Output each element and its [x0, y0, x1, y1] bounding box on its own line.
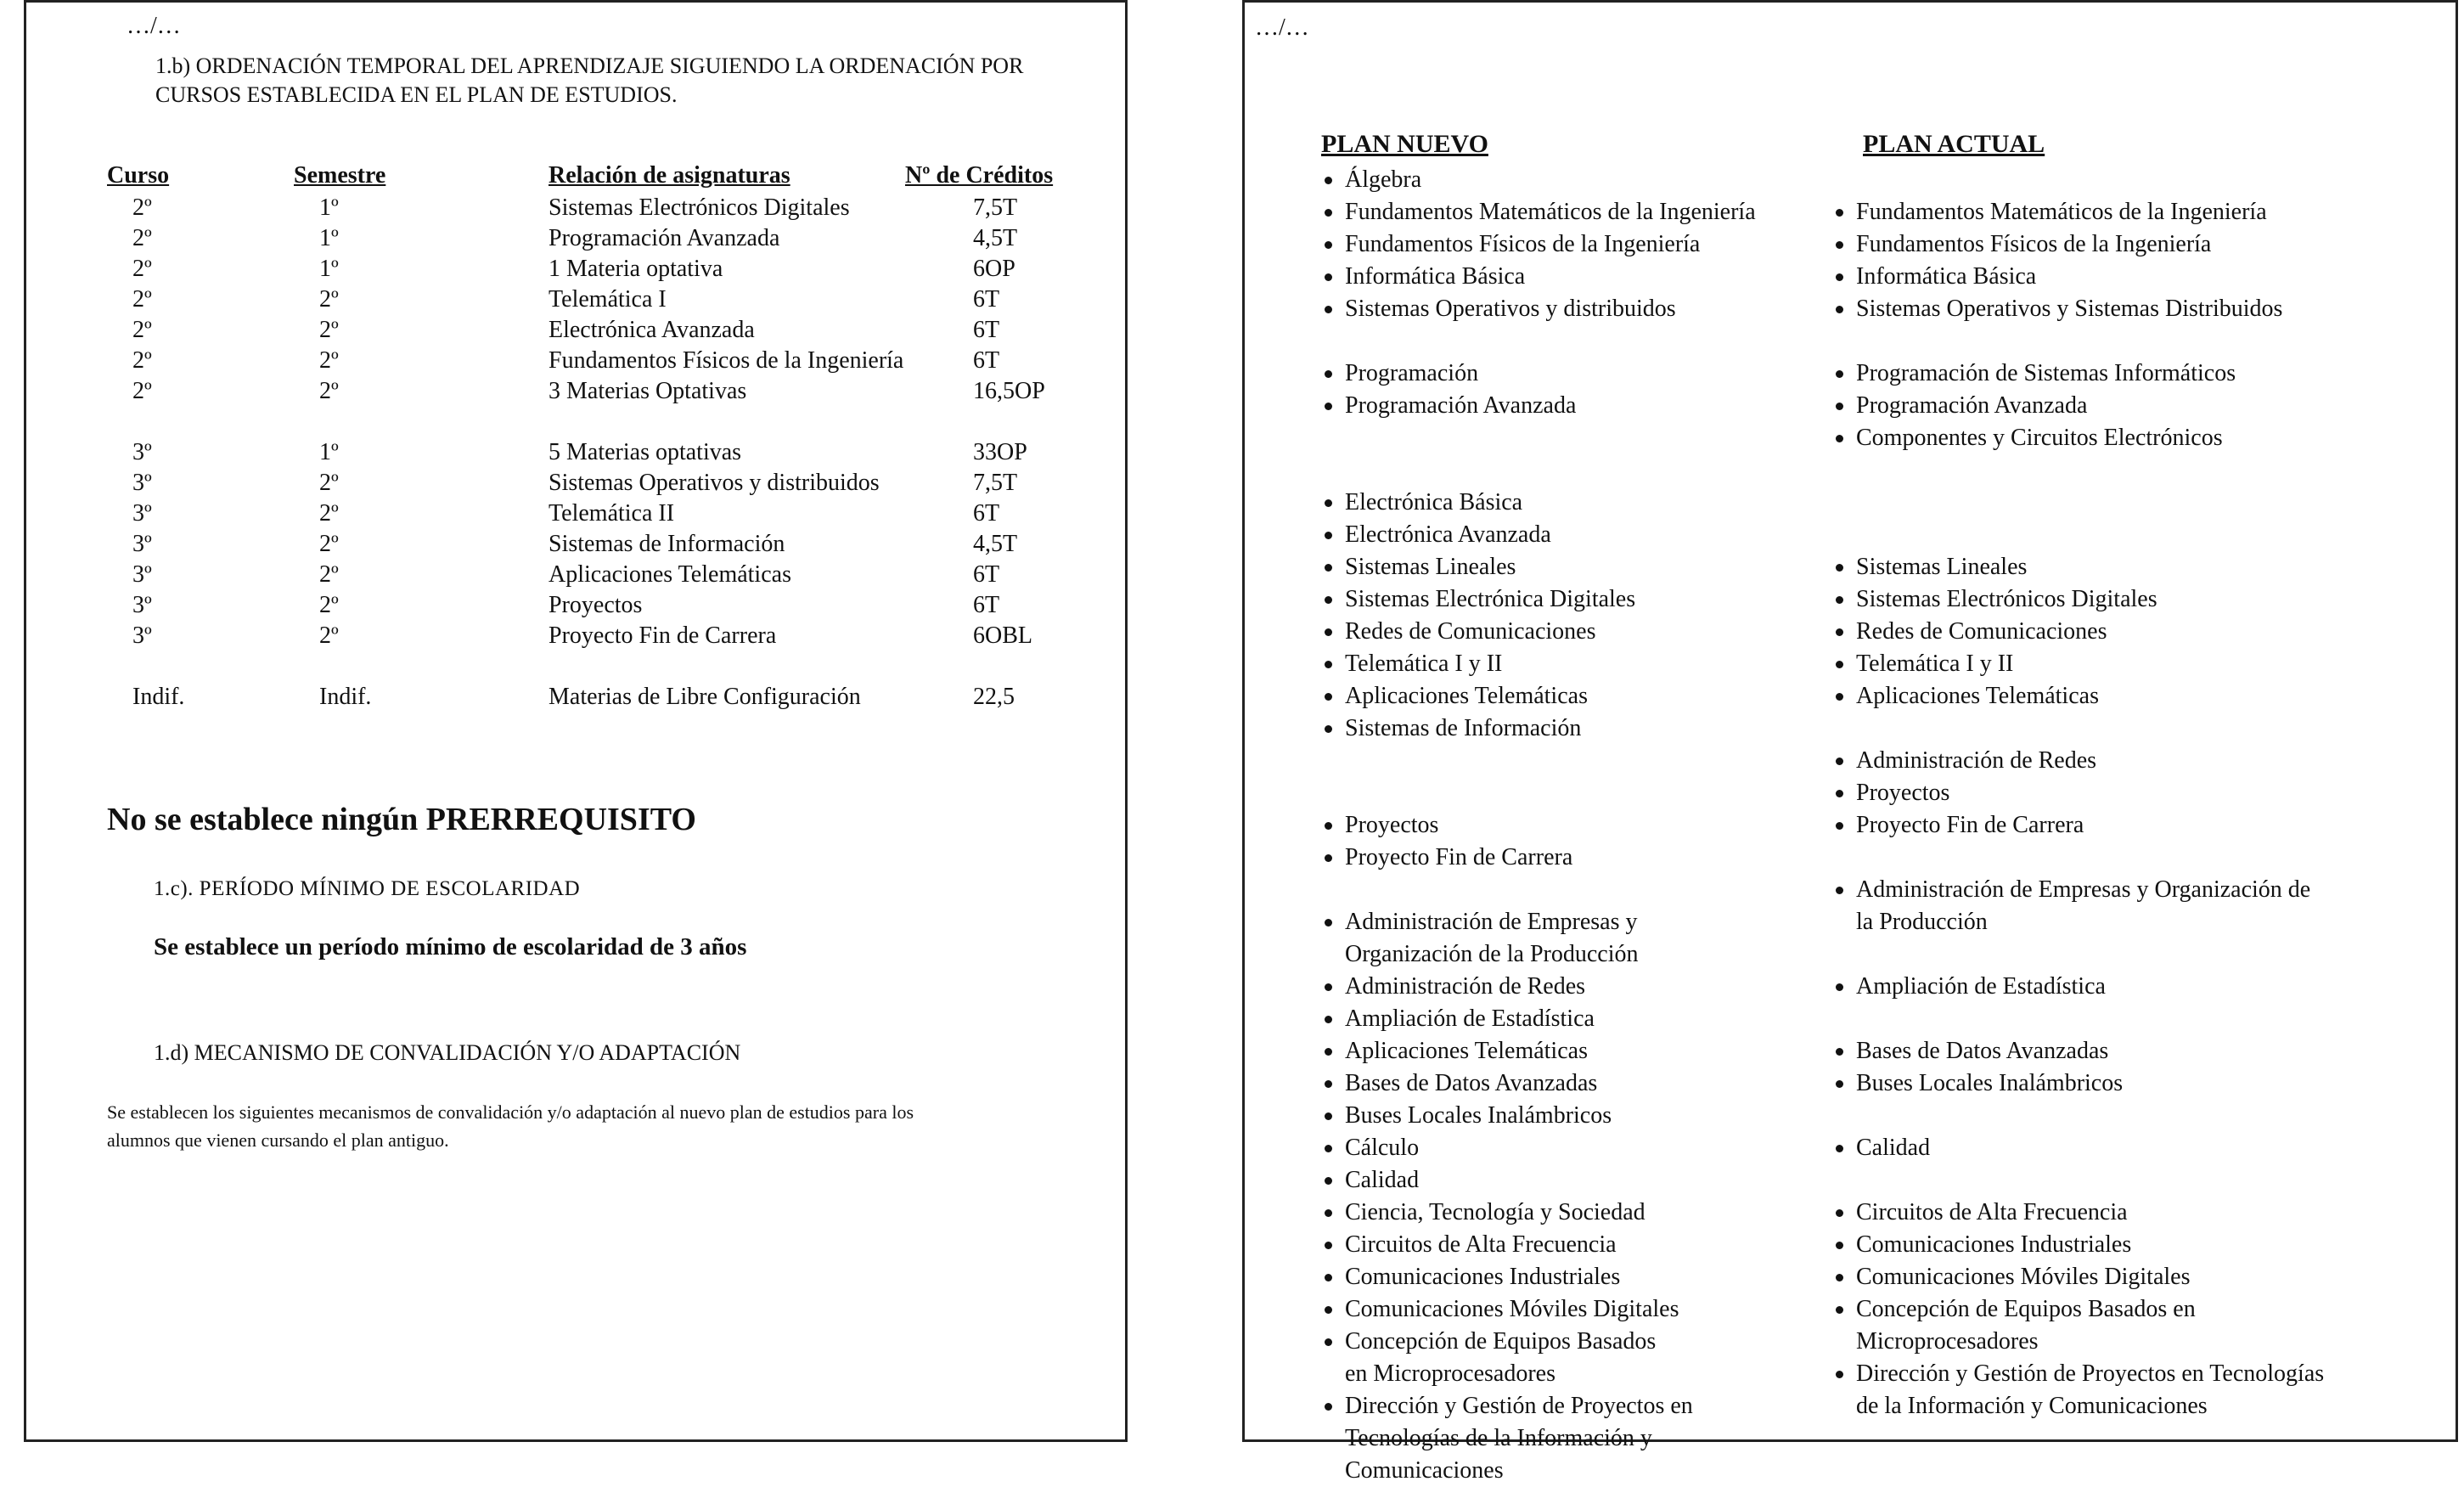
list-spacer — [1832, 842, 2324, 874]
list-item — [1321, 906, 1756, 971]
table-row — [107, 561, 1117, 592]
table-row — [107, 622, 1117, 653]
list-item — [1321, 551, 1756, 583]
list-item — [1832, 422, 2324, 454]
left-page — [24, 0, 1128, 1442]
cell-curso: 2º — [132, 256, 152, 282]
list-item — [1321, 1390, 1756, 1487]
plan-actual-title: PLAN ACTUAL — [1863, 130, 2045, 158]
cell-creditos: 7,5T — [973, 470, 1018, 496]
list-spacer — [1832, 1100, 2324, 1132]
cell-asignatura: 5 Materias optativas — [548, 439, 742, 465]
list-item-text: Sistemas Lineales — [1345, 554, 1516, 580]
bullet-icon — [1325, 1242, 1332, 1249]
bullet-icon — [1325, 822, 1332, 830]
list-item — [1832, 1358, 2324, 1422]
bullet-icon — [1325, 241, 1332, 249]
list-item-text: Álgebra — [1345, 166, 1422, 193]
bullet-icon — [1836, 758, 1843, 765]
list-item-text: Bases de Datos Avanzadas — [1345, 1070, 1598, 1096]
adaptation-paragraph — [107, 1098, 1109, 1154]
list-item-text: Programación — [1345, 360, 1479, 386]
bullet-icon — [1325, 1403, 1332, 1411]
table-row — [107, 317, 1117, 347]
list-item-text: Sistemas Electrónicos Digitales — [1856, 586, 2157, 612]
list-item-text: Proyectos — [1856, 780, 1950, 806]
cell-creditos: 6T — [973, 561, 1000, 588]
header-curso: Curso — [107, 162, 170, 189]
list-item-text: Proyectos — [1345, 812, 1439, 838]
bullet-icon — [1836, 1371, 1843, 1378]
list-spacer — [1321, 745, 1756, 777]
bullet-icon — [1836, 661, 1843, 668]
list-spacer — [1321, 454, 1756, 487]
cell-curso: 3º — [132, 592, 152, 618]
list-spacer — [1321, 777, 1756, 809]
list-item-text: Telemática I y II — [1345, 651, 1503, 677]
bullet-icon — [1836, 628, 1843, 636]
list-item — [1321, 390, 1756, 422]
minimum-period-statement: Se establece un período mínimo de escolaridad de 3 años — [154, 933, 747, 960]
cell-creditos: 16,5OP — [973, 378, 1045, 404]
list-item-text: Sistemas Operativos y distribuidos — [1345, 296, 1676, 322]
list-item — [1321, 1326, 1756, 1390]
list-item — [1832, 228, 2324, 261]
plan-nuevo-title: PLAN NUEVO — [1321, 130, 1488, 158]
list-item-text: Sistemas Electrónica Digitales — [1345, 586, 1636, 612]
list-item — [1321, 1003, 1756, 1035]
section-b-heading-line: 1.b) ORDENACIÓN TEMPORAL DEL APRENDIZAJE SIGUIENDO LA ORDENACIÓN POR — [155, 54, 1024, 78]
list-item-text: Administración de Redes — [1345, 973, 1586, 1000]
list-item — [1832, 196, 2324, 228]
cell-asignatura: Sistemas Electrónicos Digitales — [548, 194, 850, 221]
list-spacer — [1321, 325, 1756, 358]
bullet-icon — [1325, 499, 1332, 507]
list-item-text: Fundamentos Físicos de la Ingeniería — [1856, 231, 2212, 257]
cell-asignatura: 1 Materia optativa — [548, 256, 723, 282]
list-item — [1832, 551, 2324, 583]
list-item — [1832, 680, 2324, 713]
bullet-icon — [1325, 1048, 1332, 1056]
bullet-icon — [1836, 1080, 1843, 1088]
bullet-icon — [1325, 273, 1332, 281]
list-item-text: Proyecto Fin de Carrera — [1345, 844, 1573, 870]
list-item — [1321, 487, 1756, 519]
cell-semestre: 2º — [319, 531, 339, 557]
list-item — [1832, 390, 2324, 422]
cell-semestre: 2º — [319, 470, 339, 496]
courses-table — [107, 162, 1117, 714]
cell-semestre: 2º — [319, 347, 339, 374]
header-asignaturas: Relación de asignaturas — [548, 162, 790, 189]
cell-asignatura: Proyectos — [548, 592, 643, 618]
header-creditos: Nº de Créditos — [905, 162, 1054, 189]
list-item — [1832, 583, 2324, 616]
bullet-icon — [1836, 596, 1843, 604]
list-spacer — [1321, 422, 1756, 454]
cell-asignatura: Sistemas Operativos y distribuidos — [548, 470, 880, 496]
list-item-text: Bases de Datos Avanzadas — [1856, 1038, 2109, 1064]
bullet-icon — [1836, 983, 1843, 991]
cell-creditos: 22,5 — [973, 684, 1015, 710]
bullet-icon — [1325, 628, 1332, 636]
list-item-text: Aplicaciones Telemáticas — [1345, 1038, 1588, 1064]
list-item-text: Administración de Redes — [1856, 747, 2097, 774]
cell-asignatura: Electrónica Avanzada — [548, 317, 755, 343]
list-item-text: Calidad — [1345, 1167, 1420, 1193]
cell-semestre: Indif. — [319, 684, 372, 710]
list-item — [1321, 648, 1756, 680]
cell-curso: 3º — [132, 561, 152, 588]
bullet-icon — [1325, 1209, 1332, 1217]
list-item — [1321, 1197, 1756, 1229]
list-item — [1321, 1261, 1756, 1293]
list-item-text: Fundamentos Matemáticos de la Ingeniería — [1856, 199, 2267, 225]
table-spacer — [107, 653, 1117, 684]
cell-curso: 3º — [132, 622, 152, 649]
list-item-text: Informática Básica — [1345, 263, 1526, 290]
list-item-text: Ciencia, Tecnología y Sociedad — [1345, 1199, 1645, 1225]
bullet-icon — [1325, 1080, 1332, 1088]
list-item — [1321, 164, 1756, 196]
list-item — [1832, 1293, 2324, 1358]
cell-creditos: 6T — [973, 592, 1000, 618]
list-item — [1832, 745, 2324, 777]
list-item — [1321, 616, 1756, 648]
list-item-text: Aplicaciones Telemáticas — [1345, 683, 1588, 709]
bullet-icon — [1325, 532, 1332, 539]
table-row — [107, 347, 1117, 378]
bullet-icon — [1836, 370, 1843, 378]
list-spacer — [1832, 325, 2324, 358]
list-item-text: Componentes y Circuitos Electrónicos — [1856, 425, 2223, 451]
bullet-icon — [1325, 564, 1332, 572]
list-item — [1321, 680, 1756, 713]
list-item-text: Buses Locales Inalámbricos — [1345, 1102, 1612, 1129]
list-item — [1321, 1293, 1756, 1326]
cell-creditos: 7,5T — [973, 194, 1018, 221]
cell-semestre: 2º — [319, 500, 339, 527]
list-spacer — [1832, 938, 2324, 971]
plan-actual-list — [1832, 196, 2324, 1422]
list-item-text: Telemática I y II — [1856, 651, 2014, 677]
list-item-text: Electrónica Avanzada — [1345, 521, 1551, 548]
list-item — [1321, 261, 1756, 293]
cell-creditos: 33OP — [973, 439, 1027, 465]
list-item — [1832, 809, 2324, 842]
list-item — [1321, 713, 1756, 745]
list-item — [1832, 777, 2324, 809]
bullet-icon — [1836, 403, 1843, 410]
bullet-icon — [1836, 1209, 1843, 1217]
cell-asignatura: Telemática II — [548, 500, 675, 527]
cell-asignatura: Proyecto Fin de Carrera — [548, 622, 777, 649]
cell-semestre: 2º — [319, 378, 339, 404]
bullet-icon — [1836, 306, 1843, 313]
list-item — [1832, 293, 2324, 325]
bullet-icon — [1325, 1306, 1332, 1314]
bullet-icon — [1325, 1274, 1332, 1281]
cell-creditos: 6OP — [973, 256, 1015, 282]
table-row — [107, 439, 1117, 470]
list-item — [1832, 1229, 2324, 1261]
list-item-text: Cálculo — [1345, 1135, 1420, 1161]
cell-creditos: 6T — [973, 286, 1000, 313]
bullet-icon — [1325, 661, 1332, 668]
cell-creditos: 4,5T — [973, 225, 1018, 251]
table-row — [107, 470, 1117, 500]
cell-semestre: 1º — [319, 439, 339, 465]
cell-asignatura: Telemática I — [548, 286, 667, 313]
list-item-text: Fundamentos Matemáticos de la Ingeniería — [1345, 199, 1756, 225]
list-spacer — [1832, 487, 2324, 519]
bullet-icon — [1325, 693, 1332, 701]
bullet-icon — [1836, 693, 1843, 701]
header-semestre: Semestre — [294, 162, 386, 189]
bullet-icon — [1325, 1112, 1332, 1120]
bullet-icon — [1325, 1177, 1332, 1185]
table-row — [107, 684, 1117, 714]
list-item-text: Proyecto Fin de Carrera — [1856, 812, 2084, 838]
cell-semestre: 2º — [319, 622, 339, 649]
section-b-heading-line: CURSOS ESTABLECIDA EN EL PLAN DE ESTUDIOS. — [155, 82, 678, 107]
list-spacer — [1832, 1003, 2324, 1035]
bullet-icon — [1836, 790, 1843, 797]
section-b-heading — [155, 52, 1023, 110]
table-row — [107, 194, 1117, 225]
list-item — [1321, 842, 1756, 874]
cell-semestre: 2º — [319, 317, 339, 343]
list-item-text: Programación Avanzada — [1345, 392, 1577, 419]
list-item-text: Comunicaciones Industriales — [1856, 1231, 2132, 1258]
cell-curso: 2º — [132, 225, 152, 251]
cell-semestre: 2º — [319, 561, 339, 588]
cell-curso: 3º — [132, 500, 152, 527]
cell-asignatura: Fundamentos Físicos de la Ingeniería — [548, 347, 904, 374]
cell-semestre: 2º — [319, 592, 339, 618]
list-item — [1321, 228, 1756, 261]
list-item-text: Buses Locales Inalámbricos — [1856, 1070, 2124, 1096]
cell-asignatura: Aplicaciones Telemáticas — [548, 561, 791, 588]
bullet-icon — [1325, 1338, 1332, 1346]
bullet-icon — [1836, 1274, 1843, 1281]
paragraph-line: Se establecen los siguientes mecanismos de convalidación y/o adaptación al nuevo plan de estudios para los — [107, 1101, 914, 1123]
cell-curso: 2º — [132, 317, 152, 343]
list-item-text: Ampliación de Estadística — [1345, 1005, 1595, 1032]
prerequisite-statement: No se establece ningún PRERREQUISITO — [107, 802, 696, 837]
table-row — [107, 592, 1117, 622]
list-item-text: Redes de Comunicaciones — [1345, 618, 1596, 645]
cell-curso: 2º — [132, 194, 152, 221]
list-item — [1832, 1035, 2324, 1067]
bullet-icon — [1325, 725, 1332, 733]
cell-creditos: 6OBL — [973, 622, 1032, 649]
list-spacer — [1832, 519, 2324, 551]
cell-semestre: 1º — [319, 194, 339, 221]
cell-semestre: 1º — [319, 256, 339, 282]
list-item — [1321, 1035, 1756, 1067]
cell-asignatura: 3 Materias Optativas — [548, 378, 747, 404]
list-item-text: Informática Básica — [1856, 263, 2037, 290]
table-header-row — [107, 162, 1117, 194]
table-row — [107, 378, 1117, 408]
list-item-text: Sistemas Operativos y Sistemas Distribuidos — [1856, 296, 2283, 322]
list-item-text: Comunicaciones Móviles Digitales — [1345, 1296, 1679, 1322]
table-row — [107, 531, 1117, 561]
list-item — [1321, 196, 1756, 228]
cell-semestre: 1º — [319, 225, 339, 251]
bullet-icon — [1836, 241, 1843, 249]
list-item — [1832, 616, 2324, 648]
table-row — [107, 256, 1117, 286]
list-item-text: Aplicaciones Telemáticas — [1856, 683, 2099, 709]
list-item — [1832, 971, 2324, 1003]
bullet-icon — [1836, 564, 1843, 572]
bullet-icon — [1836, 1048, 1843, 1056]
bullet-icon — [1325, 209, 1332, 217]
list-item — [1321, 1100, 1756, 1132]
list-item-text: Electrónica Básica — [1345, 489, 1523, 515]
list-item-text: Circuitos de Alta Frecuencia — [1856, 1199, 2128, 1225]
cell-curso: 3º — [132, 439, 152, 465]
list-item-text: Administración de Empresas y Organización de la Producción — [1345, 909, 1639, 967]
list-item — [1321, 1067, 1756, 1100]
right-page — [1242, 0, 2458, 1484]
list-item-text: Administración de Empresas y Organización de la Producción — [1856, 876, 2311, 935]
plan-nuevo-list — [1321, 164, 1756, 1487]
cell-curso: 3º — [132, 470, 152, 496]
list-item-text: Sistemas de Información — [1345, 715, 1582, 741]
table-spacer — [107, 408, 1117, 439]
list-spacer — [1321, 874, 1756, 906]
cell-curso: 2º — [132, 286, 152, 313]
list-spacer — [1832, 713, 2324, 745]
list-item-text: Programación de Sistemas Informáticos — [1856, 360, 2236, 386]
list-item — [1321, 1164, 1756, 1197]
bullet-icon — [1836, 273, 1843, 281]
list-item — [1321, 519, 1756, 551]
continuation-mark: …/… — [127, 13, 181, 39]
cell-asignatura: Materias de Libre Configuración — [548, 684, 861, 710]
list-item — [1832, 261, 2324, 293]
list-item-text: Concepción de Equipos Basados en Microprocesadores — [1856, 1296, 2196, 1355]
table-row — [107, 286, 1117, 317]
bullet-icon — [1836, 1306, 1843, 1314]
cell-asignatura: Programación Avanzada — [548, 225, 780, 251]
list-item — [1832, 648, 2324, 680]
bullet-icon — [1325, 1016, 1332, 1023]
list-item-text: Calidad — [1856, 1135, 1931, 1161]
bullet-icon — [1325, 854, 1332, 862]
list-item-text: Sistemas Lineales — [1856, 554, 2028, 580]
cell-creditos: 6T — [973, 347, 1000, 374]
list-item — [1832, 358, 2324, 390]
list-item — [1832, 1067, 2324, 1100]
cell-curso: 2º — [132, 347, 152, 374]
bullet-icon — [1836, 822, 1843, 830]
list-item — [1321, 358, 1756, 390]
paragraph-line: alumnos que vienen cursando el plan antiguo. — [107, 1129, 449, 1151]
list-item — [1832, 1132, 2324, 1164]
section-d-heading: 1.d) MECANISMO DE CONVALIDACIÓN Y/O ADAPTACIÓN — [154, 1040, 741, 1065]
bullet-icon — [1836, 1242, 1843, 1249]
bullet-icon — [1836, 435, 1843, 442]
list-item-text: Circuitos de Alta Frecuencia — [1345, 1231, 1617, 1258]
list-item-text: Dirección y Gestión de Proyectos en Tecnologías de la Información y Comunicaciones — [1856, 1360, 2325, 1419]
bullet-icon — [1325, 983, 1332, 991]
list-spacer — [1832, 454, 2324, 487]
list-item — [1832, 874, 2324, 938]
bullet-icon — [1325, 306, 1332, 313]
cell-curso: Indif. — [132, 684, 185, 710]
bullet-icon — [1325, 596, 1332, 604]
list-item — [1321, 293, 1756, 325]
list-item — [1832, 1197, 2324, 1229]
list-item — [1321, 809, 1756, 842]
list-item — [1321, 583, 1756, 616]
continuation-mark: …/… — [1255, 14, 1309, 41]
cell-creditos: 6T — [973, 500, 1000, 527]
list-item-text: Fundamentos Físicos de la Ingeniería — [1345, 231, 1701, 257]
list-item-text: Dirección y Gestión de Proyectos en Tecnologías de la Información y Comunicaciones — [1345, 1393, 1693, 1484]
bullet-icon — [1325, 919, 1332, 927]
cell-curso: 3º — [132, 531, 152, 557]
bullet-icon — [1325, 403, 1332, 410]
table-row — [107, 500, 1117, 531]
section-c-heading: 1.c). PERÍODO MÍNIMO DE ESCOLARIDAD — [154, 877, 581, 900]
list-spacer — [1832, 1164, 2324, 1197]
bullet-icon — [1325, 1145, 1332, 1152]
bullet-icon — [1325, 370, 1332, 378]
list-item — [1832, 1261, 2324, 1293]
cell-asignatura: Sistemas de Información — [548, 531, 785, 557]
bullet-icon — [1836, 1145, 1843, 1152]
cell-semestre: 2º — [319, 286, 339, 313]
list-item-text: Programación Avanzada — [1856, 392, 2088, 419]
bullet-icon — [1836, 887, 1843, 894]
list-item — [1321, 971, 1756, 1003]
list-item-text: Redes de Comunicaciones — [1856, 618, 2107, 645]
list-item-text: Comunicaciones Móviles Digitales — [1856, 1264, 2191, 1290]
list-item-text: Ampliación de Estadística — [1856, 973, 2106, 1000]
table-row — [107, 225, 1117, 256]
list-item — [1321, 1229, 1756, 1261]
cell-creditos: 4,5T — [973, 531, 1018, 557]
list-item-text: Concepción de Equipos Basados en Microprocesadores — [1345, 1328, 1657, 1387]
bullet-icon — [1836, 209, 1843, 217]
bullet-icon — [1325, 177, 1332, 184]
list-item-text: Comunicaciones Industriales — [1345, 1264, 1621, 1290]
cell-curso: 2º — [132, 378, 152, 404]
list-item — [1321, 1132, 1756, 1164]
cell-creditos: 6T — [973, 317, 1000, 343]
